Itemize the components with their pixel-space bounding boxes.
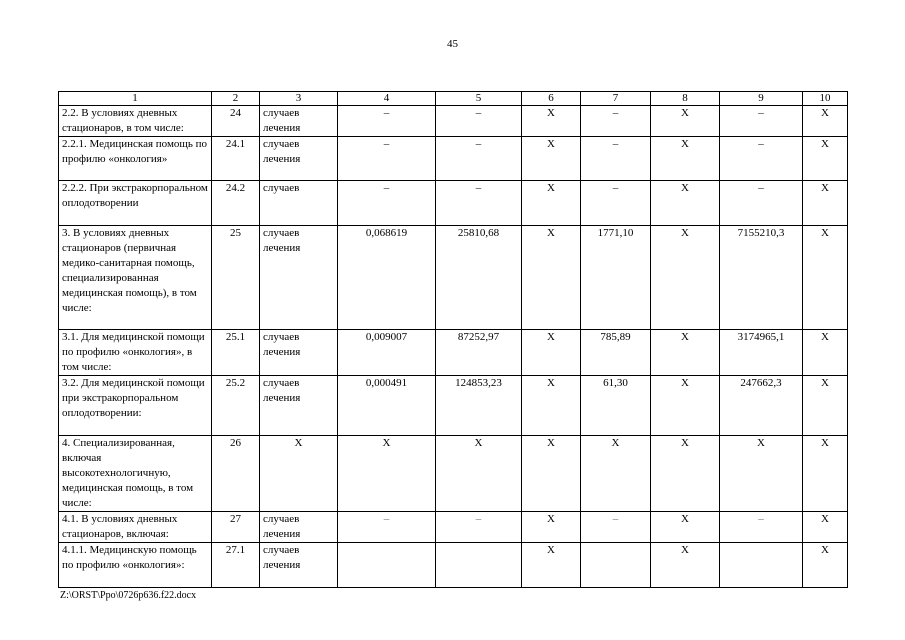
table-cell: Х: [260, 436, 338, 512]
table-cell: –: [720, 106, 803, 137]
column-header: 9: [720, 92, 803, 106]
table-cell: Х: [803, 543, 848, 588]
table-cell: Х: [651, 330, 720, 376]
column-header: 2: [212, 92, 260, 106]
table-cell: –: [581, 181, 651, 226]
table-cell: Х: [651, 512, 720, 543]
table-row: [59, 543, 848, 588]
table-cell: Х: [581, 436, 651, 512]
table-row: [59, 330, 848, 376]
table-cell: Х: [436, 436, 522, 512]
table-cell: случаев лечения: [260, 512, 338, 543]
table-row: [59, 512, 848, 543]
table-cell: 3. В условиях дневных стационаров (первичная медико-санитарная помощь, специализированная медицинская помощь), в том числе:: [59, 226, 212, 330]
table-cell: Х: [651, 436, 720, 512]
table-cell: –: [720, 137, 803, 181]
table-cell: 4.1. В условиях дневных стационаров, включая:: [59, 512, 212, 543]
table-cell: –: [436, 181, 522, 226]
column-header: 1: [59, 92, 212, 106]
table-cell: 3.1. Для медицинской помощи по профилю «онкология», в том числе:: [59, 330, 212, 376]
table-cell: –: [436, 137, 522, 181]
table-cell: 785,89: [581, 330, 651, 376]
table-row: [59, 376, 848, 436]
table-cell: 27: [212, 512, 260, 543]
table-cell: 3174965,1: [720, 330, 803, 376]
table-cell: 7155210,3: [720, 226, 803, 330]
table-cell: 24.1: [212, 137, 260, 181]
table-cell: 25.1: [212, 330, 260, 376]
table-cell: [720, 543, 803, 588]
table-cell: Х: [803, 106, 848, 137]
table-cell: Х: [522, 181, 581, 226]
table-cell: 4.1.1. Медицинскую помощь по профилю «онкология»:: [59, 543, 212, 588]
footer-file-path: Z:\ORST\Ppo\0726p636.f22.docx: [60, 590, 197, 601]
column-header: 10: [803, 92, 848, 106]
table-cell: Х: [522, 543, 581, 588]
table-cell: –: [581, 512, 651, 543]
table-cell: Х: [651, 181, 720, 226]
table-cell: 1771,10: [581, 226, 651, 330]
table-cell: Х: [803, 330, 848, 376]
table-cell: 25: [212, 226, 260, 330]
table-cell: 3.2. Для медицинской помощи при экстракорпоральном оплодотворении:: [59, 376, 212, 436]
table-cell: Х: [522, 137, 581, 181]
table-cell: Х: [803, 226, 848, 330]
table-cell: 24.2: [212, 181, 260, 226]
table-cell: 2.2. В условиях дневных стационаров, в том числе:: [59, 106, 212, 137]
table-cell: Х: [803, 181, 848, 226]
table-cell: Х: [522, 106, 581, 137]
table-cell: Х: [522, 226, 581, 330]
table-cell: 25.2: [212, 376, 260, 436]
table-cell: –: [581, 106, 651, 137]
table-row: [59, 137, 848, 181]
page-number: 45: [447, 38, 458, 50]
table-cell: –: [581, 137, 651, 181]
table-cell: 124853,23: [436, 376, 522, 436]
column-header: 8: [651, 92, 720, 106]
table-cell: Х: [651, 376, 720, 436]
table-cell: 87252,97: [436, 330, 522, 376]
table-cell: 26: [212, 436, 260, 512]
table-cell: –: [436, 512, 522, 543]
table-cell: –: [338, 181, 436, 226]
table-cell: Х: [651, 226, 720, 330]
table-cell: Х: [803, 376, 848, 436]
table-cell: 61,30: [581, 376, 651, 436]
table-cell: –: [720, 512, 803, 543]
table-cell: случаев: [260, 181, 338, 226]
table-cell: [581, 543, 651, 588]
data-table: [58, 91, 848, 588]
table-cell: –: [720, 181, 803, 226]
table-cell: случаев лечения: [260, 137, 338, 181]
table-cell: –: [338, 512, 436, 543]
table-cell: Х: [803, 137, 848, 181]
column-header: 7: [581, 92, 651, 106]
table-row: [59, 106, 848, 137]
column-header: 3: [260, 92, 338, 106]
table-cell: Х: [651, 106, 720, 137]
table-cell: 0,000491: [338, 376, 436, 436]
table-cell: Х: [338, 436, 436, 512]
table-cell: Х: [803, 512, 848, 543]
table-cell: 27.1: [212, 543, 260, 588]
table-cell: Х: [651, 137, 720, 181]
column-header: 4: [338, 92, 436, 106]
table-cell: Х: [522, 330, 581, 376]
column-header: 6: [522, 92, 581, 106]
table-cell: Х: [651, 543, 720, 588]
table-cell: Х: [522, 376, 581, 436]
table-row: [59, 226, 848, 330]
table-cell: 2.2.1. Медицинская помощь по профилю «онкология»: [59, 137, 212, 181]
table-row: [59, 436, 848, 512]
table-cell: случаев лечения: [260, 543, 338, 588]
table-cell: [338, 543, 436, 588]
table-cell: [436, 543, 522, 588]
table-cell: –: [436, 106, 522, 137]
table-cell: 0,068619: [338, 226, 436, 330]
table-row: [59, 181, 848, 226]
table-cell: 0,009007: [338, 330, 436, 376]
table-cell: 24: [212, 106, 260, 137]
table-cell: Х: [720, 436, 803, 512]
table-cell: 25810,68: [436, 226, 522, 330]
table-cell: 2.2.2. При экстракорпоральном оплодотворении: [59, 181, 212, 226]
table-cell: –: [338, 137, 436, 181]
table-cell: случаев лечения: [260, 330, 338, 376]
table-cell: Х: [522, 436, 581, 512]
table-cell: Х: [803, 436, 848, 512]
table-cell: Х: [522, 512, 581, 543]
column-header: 5: [436, 92, 522, 106]
table-cell: случаев лечения: [260, 106, 338, 137]
table-header-row: [59, 92, 848, 106]
table-cell: 4. Специализированная, включая высокотехнологичную, медицинская помощь, в том числе:: [59, 436, 212, 512]
table-cell: случаев лечения: [260, 226, 338, 330]
table-cell: 247662,3: [720, 376, 803, 436]
table-cell: –: [338, 106, 436, 137]
table-cell: случаев лечения: [260, 376, 338, 436]
